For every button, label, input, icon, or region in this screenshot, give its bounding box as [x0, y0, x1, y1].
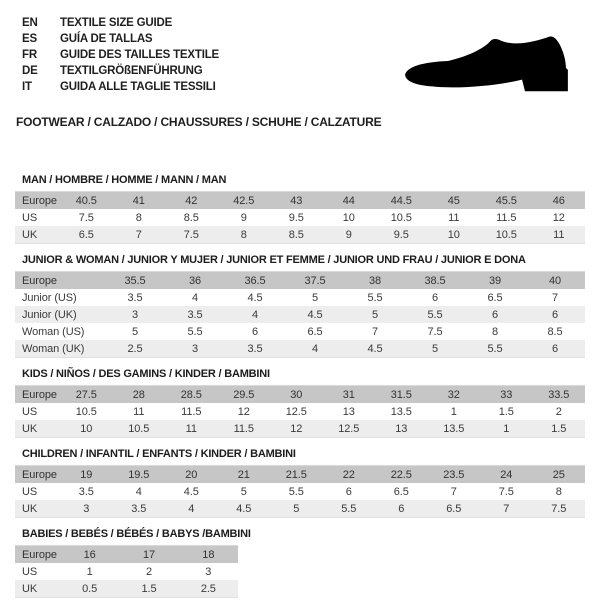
size-cell: 11 [185, 422, 197, 435]
language-code: DE [22, 65, 38, 77]
size-cell: 17 [142, 548, 156, 561]
size-cell: 7.5 [183, 228, 199, 241]
size-cell: 19.5 [128, 468, 150, 481]
table-row [15, 209, 585, 226]
size-cell: 1 [86, 565, 93, 578]
size-cell: 11 [448, 211, 460, 224]
size-cell: 28 [132, 388, 145, 401]
size-cell: 4 [191, 291, 199, 304]
size-cell: 31.5 [390, 388, 412, 401]
size-cell: 4.5 [247, 291, 263, 304]
language-label: GUIDE DES TAILLES TEXTILE [60, 49, 219, 61]
size-cell: 3.5 [187, 308, 203, 321]
language-code: IT [22, 81, 32, 93]
size-cell: 40.5 [75, 194, 97, 207]
size-cell: 6.5 [393, 485, 409, 498]
size-cell: 19 [80, 468, 93, 481]
table-row [15, 500, 585, 517]
size-cell: 13.5 [390, 405, 412, 418]
language-label: GUIDA ALLE TAGLIE TESSILI [60, 81, 216, 93]
table-row [15, 580, 238, 597]
size-cell: 8 [240, 228, 247, 241]
section-title: CHILDREN / INFANTIL / ENFANTS / KINDER / BAMBINI [22, 448, 296, 460]
row-label: UK [22, 582, 38, 595]
row-label: UK [22, 502, 38, 515]
language-code: EN [22, 17, 38, 29]
size-cell: 7.5 [551, 502, 567, 515]
size-cell: 30 [290, 388, 303, 401]
size-cell: 1 [450, 405, 457, 418]
size-cell: 12 [237, 405, 250, 418]
table-row [15, 340, 585, 357]
size-cell: 16 [83, 548, 96, 561]
size-cell: 3 [131, 308, 139, 321]
size-cell: 4.5 [367, 342, 383, 355]
row-label: Europe [22, 194, 57, 207]
table-row [15, 306, 585, 323]
table-row [15, 563, 238, 580]
size-section [15, 369, 585, 438]
size-cell: 6 [398, 502, 405, 515]
size-cell: 33.5 [548, 388, 570, 401]
size-cell: 2 [555, 405, 562, 418]
size-cell: 9 [345, 228, 352, 241]
size-cell: 45 [447, 194, 460, 207]
size-cell: 5.5 [487, 342, 503, 355]
size-cell: 12 [290, 422, 303, 435]
size-cell: 4.5 [183, 485, 199, 498]
size-cell: 42 [185, 194, 198, 207]
size-cell: 10 [342, 211, 355, 224]
size-cell: 22 [342, 468, 355, 481]
row-label: US [22, 211, 38, 224]
size-cell: 18 [202, 548, 215, 561]
size-cell: 11 [553, 228, 565, 241]
size-cell: 44 [342, 194, 355, 207]
size-cell: 11.5 [181, 405, 202, 418]
table-row [15, 420, 585, 437]
size-cell: 11.5 [233, 422, 254, 435]
size-cell: 12.5 [285, 405, 307, 418]
size-cell: 42.5 [233, 194, 255, 207]
size-cell: 2.5 [200, 582, 216, 595]
language-code: FR [22, 49, 37, 61]
size-table [15, 545, 238, 598]
section-title: BABIES / BEBÉS / BÉBÉS / BABYS /BAMBINI [22, 528, 251, 540]
size-cell: 11 [133, 405, 145, 418]
size-cell: 3 [83, 502, 90, 515]
size-cell: 4.5 [236, 502, 252, 515]
size-cell: 6 [551, 342, 559, 355]
size-cell: 38 [368, 274, 382, 287]
size-cell: 24 [500, 468, 513, 481]
row-label: UK [22, 228, 38, 241]
size-cell: 39 [488, 274, 502, 287]
size-cell: 9.5 [288, 211, 304, 224]
size-cell: 1.5 [498, 405, 514, 418]
category-line: FOOTWEAR / CALZADO / CHAUSSURES / SCHUHE / CALZATURE [16, 115, 382, 129]
table-row [15, 323, 585, 340]
shoe-icon [396, 24, 574, 102]
size-cell: 31 [342, 388, 355, 401]
size-cell: 4 [135, 485, 142, 498]
size-cell: 7 [371, 325, 379, 338]
size-cell: 3 [191, 342, 199, 355]
language-label: TEXTILE SIZE GUIDE [60, 17, 173, 29]
row-label: Europe [22, 388, 57, 401]
size-cell: 32 [447, 388, 460, 401]
size-section [15, 255, 585, 358]
size-section [15, 449, 585, 518]
size-cell: 8.5 [183, 211, 199, 224]
size-cell: 3.5 [78, 485, 94, 498]
table-row [15, 466, 585, 483]
size-cell: 10.5 [75, 405, 97, 418]
size-cell: 7 [503, 502, 510, 515]
size-cell: 7 [551, 291, 559, 304]
size-cell: 21 [237, 468, 250, 481]
size-cell: 5 [371, 308, 379, 321]
language-label: TEXTILGRÖßENFÜHRUNG [60, 65, 203, 77]
size-section [15, 529, 585, 598]
row-label: Europe [22, 468, 57, 481]
size-cell: 1.5 [551, 422, 567, 435]
row-label: Woman (UK) [22, 342, 85, 355]
size-cell: 2 [145, 565, 152, 578]
size-cell: 44.5 [390, 194, 412, 207]
size-cell: 12 [552, 211, 565, 224]
size-cell: 22.5 [390, 468, 412, 481]
size-table [15, 271, 585, 358]
size-table [15, 385, 585, 438]
size-cell: 7.5 [427, 325, 443, 338]
size-cell: 13 [342, 405, 355, 418]
section-title: KIDS / NIÑOS / DES GAMINS / KINDER / BAMBINI [22, 368, 270, 380]
header [15, 12, 585, 95]
size-cell: 8 [555, 485, 562, 498]
size-cell: 6 [491, 308, 499, 321]
size-cell: 10.5 [390, 211, 412, 224]
size-cell: 23.5 [443, 468, 465, 481]
size-cell: 0.5 [82, 582, 98, 595]
size-cell: 46 [552, 194, 565, 207]
size-table [15, 191, 585, 244]
row-label: Junior (US) [22, 291, 77, 304]
size-cell: 3.5 [131, 502, 147, 515]
size-section [15, 175, 585, 244]
size-cell: 5.5 [341, 502, 357, 515]
size-cell: 1 [503, 422, 510, 435]
size-cell: 3.5 [247, 342, 263, 355]
size-cell: 2.5 [127, 342, 143, 355]
table-row [15, 386, 585, 403]
row-label: US [22, 405, 38, 418]
size-cell: 29.5 [233, 388, 255, 401]
size-cell: 5 [240, 485, 247, 498]
size-cell: 4 [311, 342, 319, 355]
size-cell: 10.5 [495, 228, 517, 241]
size-cell: 4 [251, 308, 259, 321]
size-cell: 4.5 [307, 308, 323, 321]
row-label: Europe [22, 274, 57, 287]
section-title: MAN / HOMBRE / HOMME / MANN / MAN [22, 174, 227, 186]
size-cell: 36 [188, 274, 202, 287]
table-row [15, 272, 585, 289]
size-cell: 6.5 [78, 228, 94, 241]
size-table [15, 465, 585, 518]
table-row [15, 192, 585, 209]
size-cell: 37.5 [304, 274, 326, 287]
size-cell: 12.5 [338, 422, 360, 435]
row-label: UK [22, 422, 38, 435]
size-cell: 45.5 [495, 194, 517, 207]
size-cell: 5 [311, 291, 319, 304]
size-cell: 7 [135, 228, 142, 241]
size-cell: 43 [290, 194, 303, 207]
table-row [15, 289, 585, 306]
size-cell: 11.5 [496, 211, 517, 224]
row-label: Woman (US) [22, 325, 85, 338]
size-cell: 1.5 [141, 582, 157, 595]
size-cell: 7 [450, 485, 457, 498]
size-cell: 10 [80, 422, 93, 435]
size-cell: 5.5 [288, 485, 304, 498]
size-cell: 8.5 [547, 325, 563, 338]
section-title: JUNIOR & WOMAN / JUNIOR Y MUJER / JUNIOR ET FEMME / JUNIOR UND FRAU / JUNIOR E DONA [22, 254, 526, 266]
size-cell: 41 [132, 194, 145, 207]
size-cell: 5 [131, 325, 139, 338]
language-code: ES [22, 33, 37, 45]
size-cell: 6 [345, 485, 352, 498]
table-row [15, 403, 585, 420]
row-label: Junior (UK) [22, 308, 77, 321]
size-cell: 5.5 [367, 291, 383, 304]
table-row [15, 483, 585, 500]
size-cell: 5.5 [187, 325, 203, 338]
size-cell: 6.5 [307, 325, 323, 338]
size-cell: 10.5 [128, 422, 150, 435]
size-cell: 5 [293, 502, 300, 515]
table-row [15, 226, 585, 243]
size-cell: 7.5 [498, 485, 514, 498]
row-label: US [22, 565, 38, 578]
size-tables [15, 175, 585, 598]
size-cell: 8.5 [288, 228, 304, 241]
size-cell: 6 [251, 325, 259, 338]
language-label: GUÍA DE TALLAS [60, 33, 153, 45]
size-cell: 9.5 [393, 228, 409, 241]
size-cell: 33 [500, 388, 513, 401]
size-cell: 27.5 [75, 388, 97, 401]
size-cell: 5.5 [427, 308, 443, 321]
size-cell: 21.5 [285, 468, 307, 481]
size-cell: 25 [552, 468, 565, 481]
size-cell: 28.5 [180, 388, 202, 401]
size-cell: 6.5 [487, 291, 503, 304]
size-cell: 3.5 [127, 291, 143, 304]
size-cell: 13 [395, 422, 408, 435]
size-cell: 10 [447, 228, 460, 241]
size-cell: 4 [188, 502, 195, 515]
size-cell: 36.5 [244, 274, 266, 287]
size-cell: 20 [185, 468, 198, 481]
size-cell: 5 [431, 342, 439, 355]
size-cell: 6 [551, 308, 559, 321]
size-cell: 13.5 [443, 422, 465, 435]
size-cell: 6 [431, 291, 439, 304]
size-cell: 38.5 [424, 274, 446, 287]
size-cell: 3 [205, 565, 212, 578]
row-label: Europe [22, 548, 57, 561]
size-cell: 8 [491, 325, 499, 338]
size-cell: 7.5 [78, 211, 94, 224]
table-row [15, 546, 238, 563]
size-cell: 6.5 [446, 502, 462, 515]
size-cell: 8 [135, 211, 142, 224]
row-label: US [22, 485, 38, 498]
size-cell: 35.5 [124, 274, 146, 287]
size-cell: 40 [548, 274, 562, 287]
size-cell: 9 [240, 211, 247, 224]
